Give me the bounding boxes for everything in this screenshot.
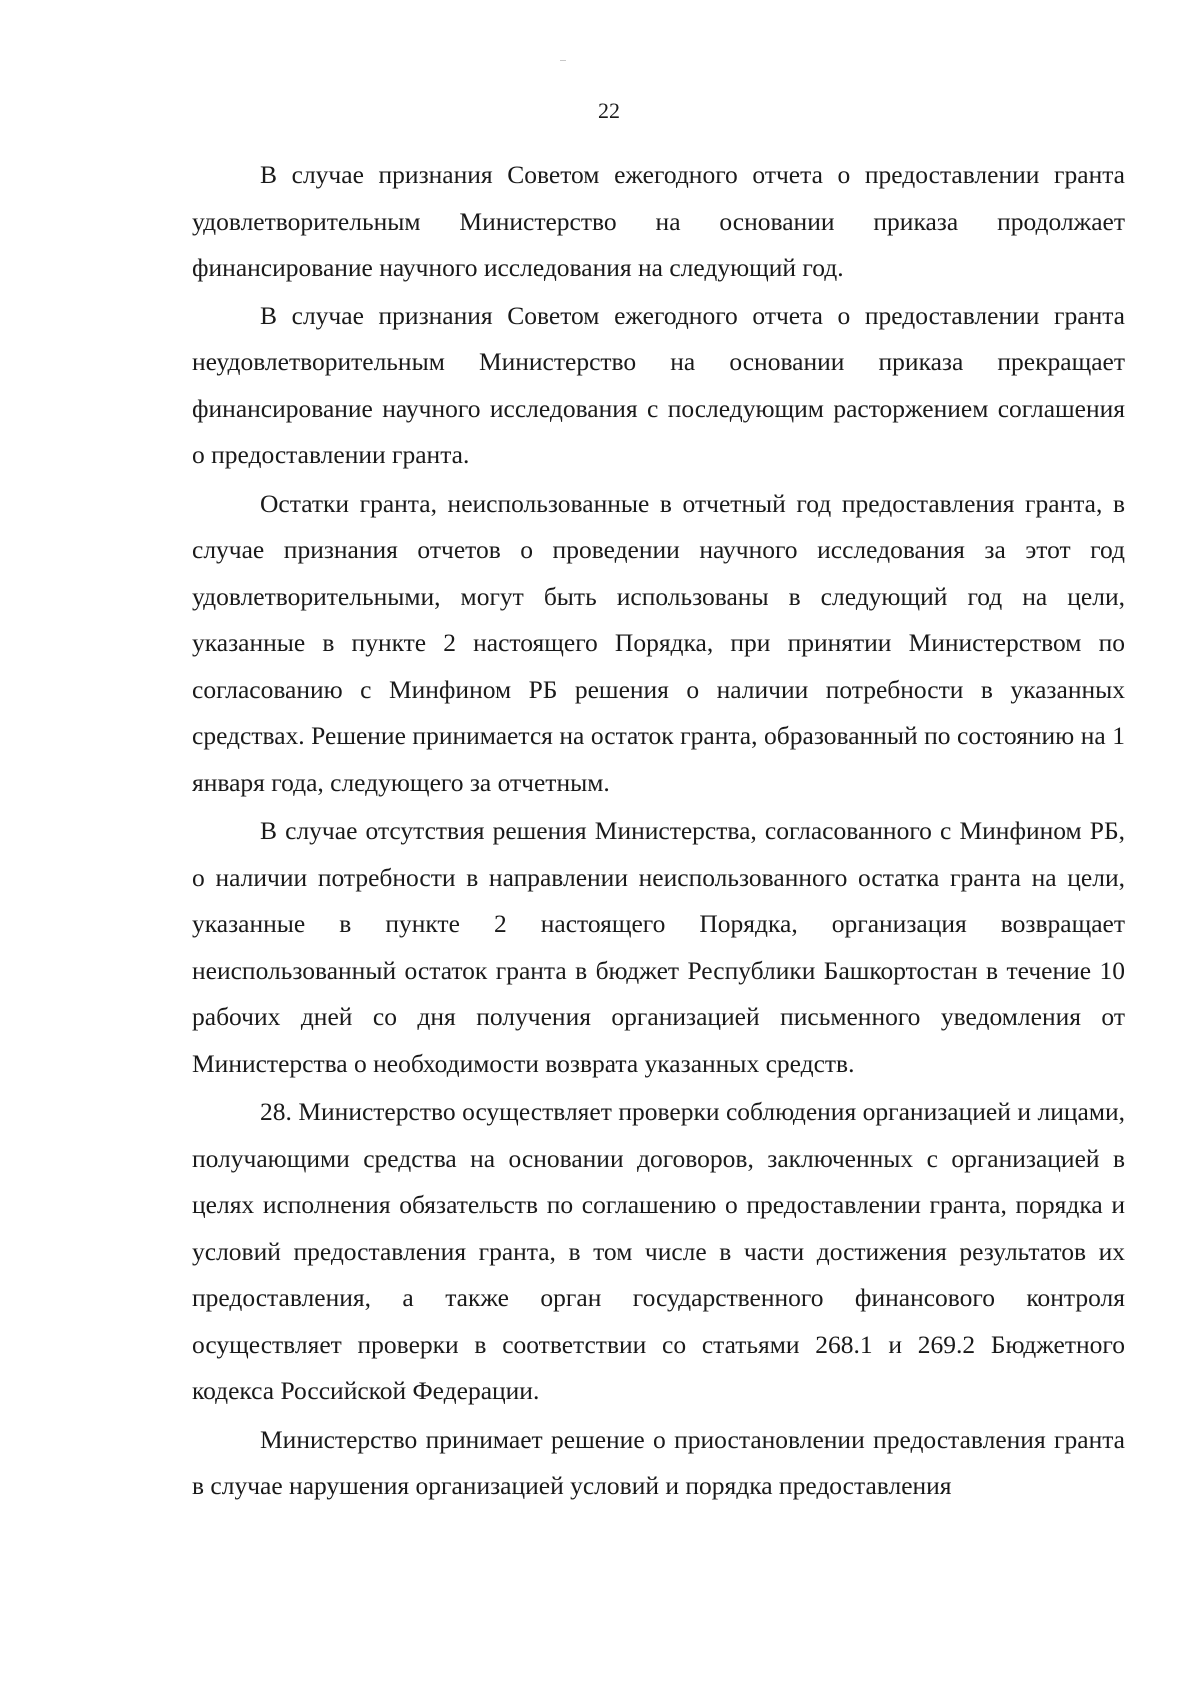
paragraph-grant-remainder-use: Остатки гранта, неиспользованные в отчетный год предоставления гранта, в случае признания отчетов о проведении научного исследования за этот год удовлетворительными, могут быть использованы в следующий год на цели, указанные в пункте 2 настоящего Порядка, при принятии Министерством по согласованию с Минфином РБ решения о наличии потребности в указанных средствах. Решение принимается на остаток гранта, образованный по состоянию на 1 января года, следующего за отчетным. bbox=[192, 488, 1125, 797]
paragraph-grant-report-satisfactory: В случае признания Советом ежегодного отчета о предоставлении гранта удовлетворительным Министерство на основании приказа продолжает финансирование научного исследования на следующий год. bbox=[192, 160, 1125, 282]
paragraph-item-28-inspections: 28. Министерство осуществляет проверки соблюдения организацией и лицами, получающими средства на основании договоров, заключенных с организацией в целях исполнения обязательств по соглашению о предоставлении гранта, порядка и условий предоставления гранта, в том числе в части достижения результатов их предоставления, а также орган государственного финансового контроля осуществляет проверки в соответствии со статьями 268.1 и 269.2 Бюджетного кодекса Российской Федерации. bbox=[192, 1097, 1125, 1405]
page-number: 22 bbox=[598, 98, 620, 123]
paragraph-grant-suspension: Министерство принимает решение о приостановлении предоставления гранта в случае нарушения организацией условий и порядка предоставления bbox=[192, 1424, 1125, 1500]
paragraph-grant-report-unsatisfactory: В случае признания Советом ежегодного отчета о предоставлении гранта неудовлетворительным Министерство на основании приказа прекращает финансирование научного исследования с последующим расторжением соглашения о предоставлении гранта. bbox=[192, 300, 1125, 469]
paragraph-grant-remainder-return: В случае отсутствия решения Министерства, согласованного с Минфином РБ, о наличии потребности в направлении неиспользованного остатка гранта на цели, указанные в пункте 2 настоящего Порядка, организация возвращает неиспользованный остаток гранта в бюджет Республики Башкортостан в течение 10 рабочих дней со дня получения организацией письменного уведомления от Министерства о необходимости возврата указанных средств. bbox=[192, 816, 1125, 1078]
scan-artifact bbox=[560, 60, 566, 61]
document-body bbox=[192, 152, 1125, 1510]
